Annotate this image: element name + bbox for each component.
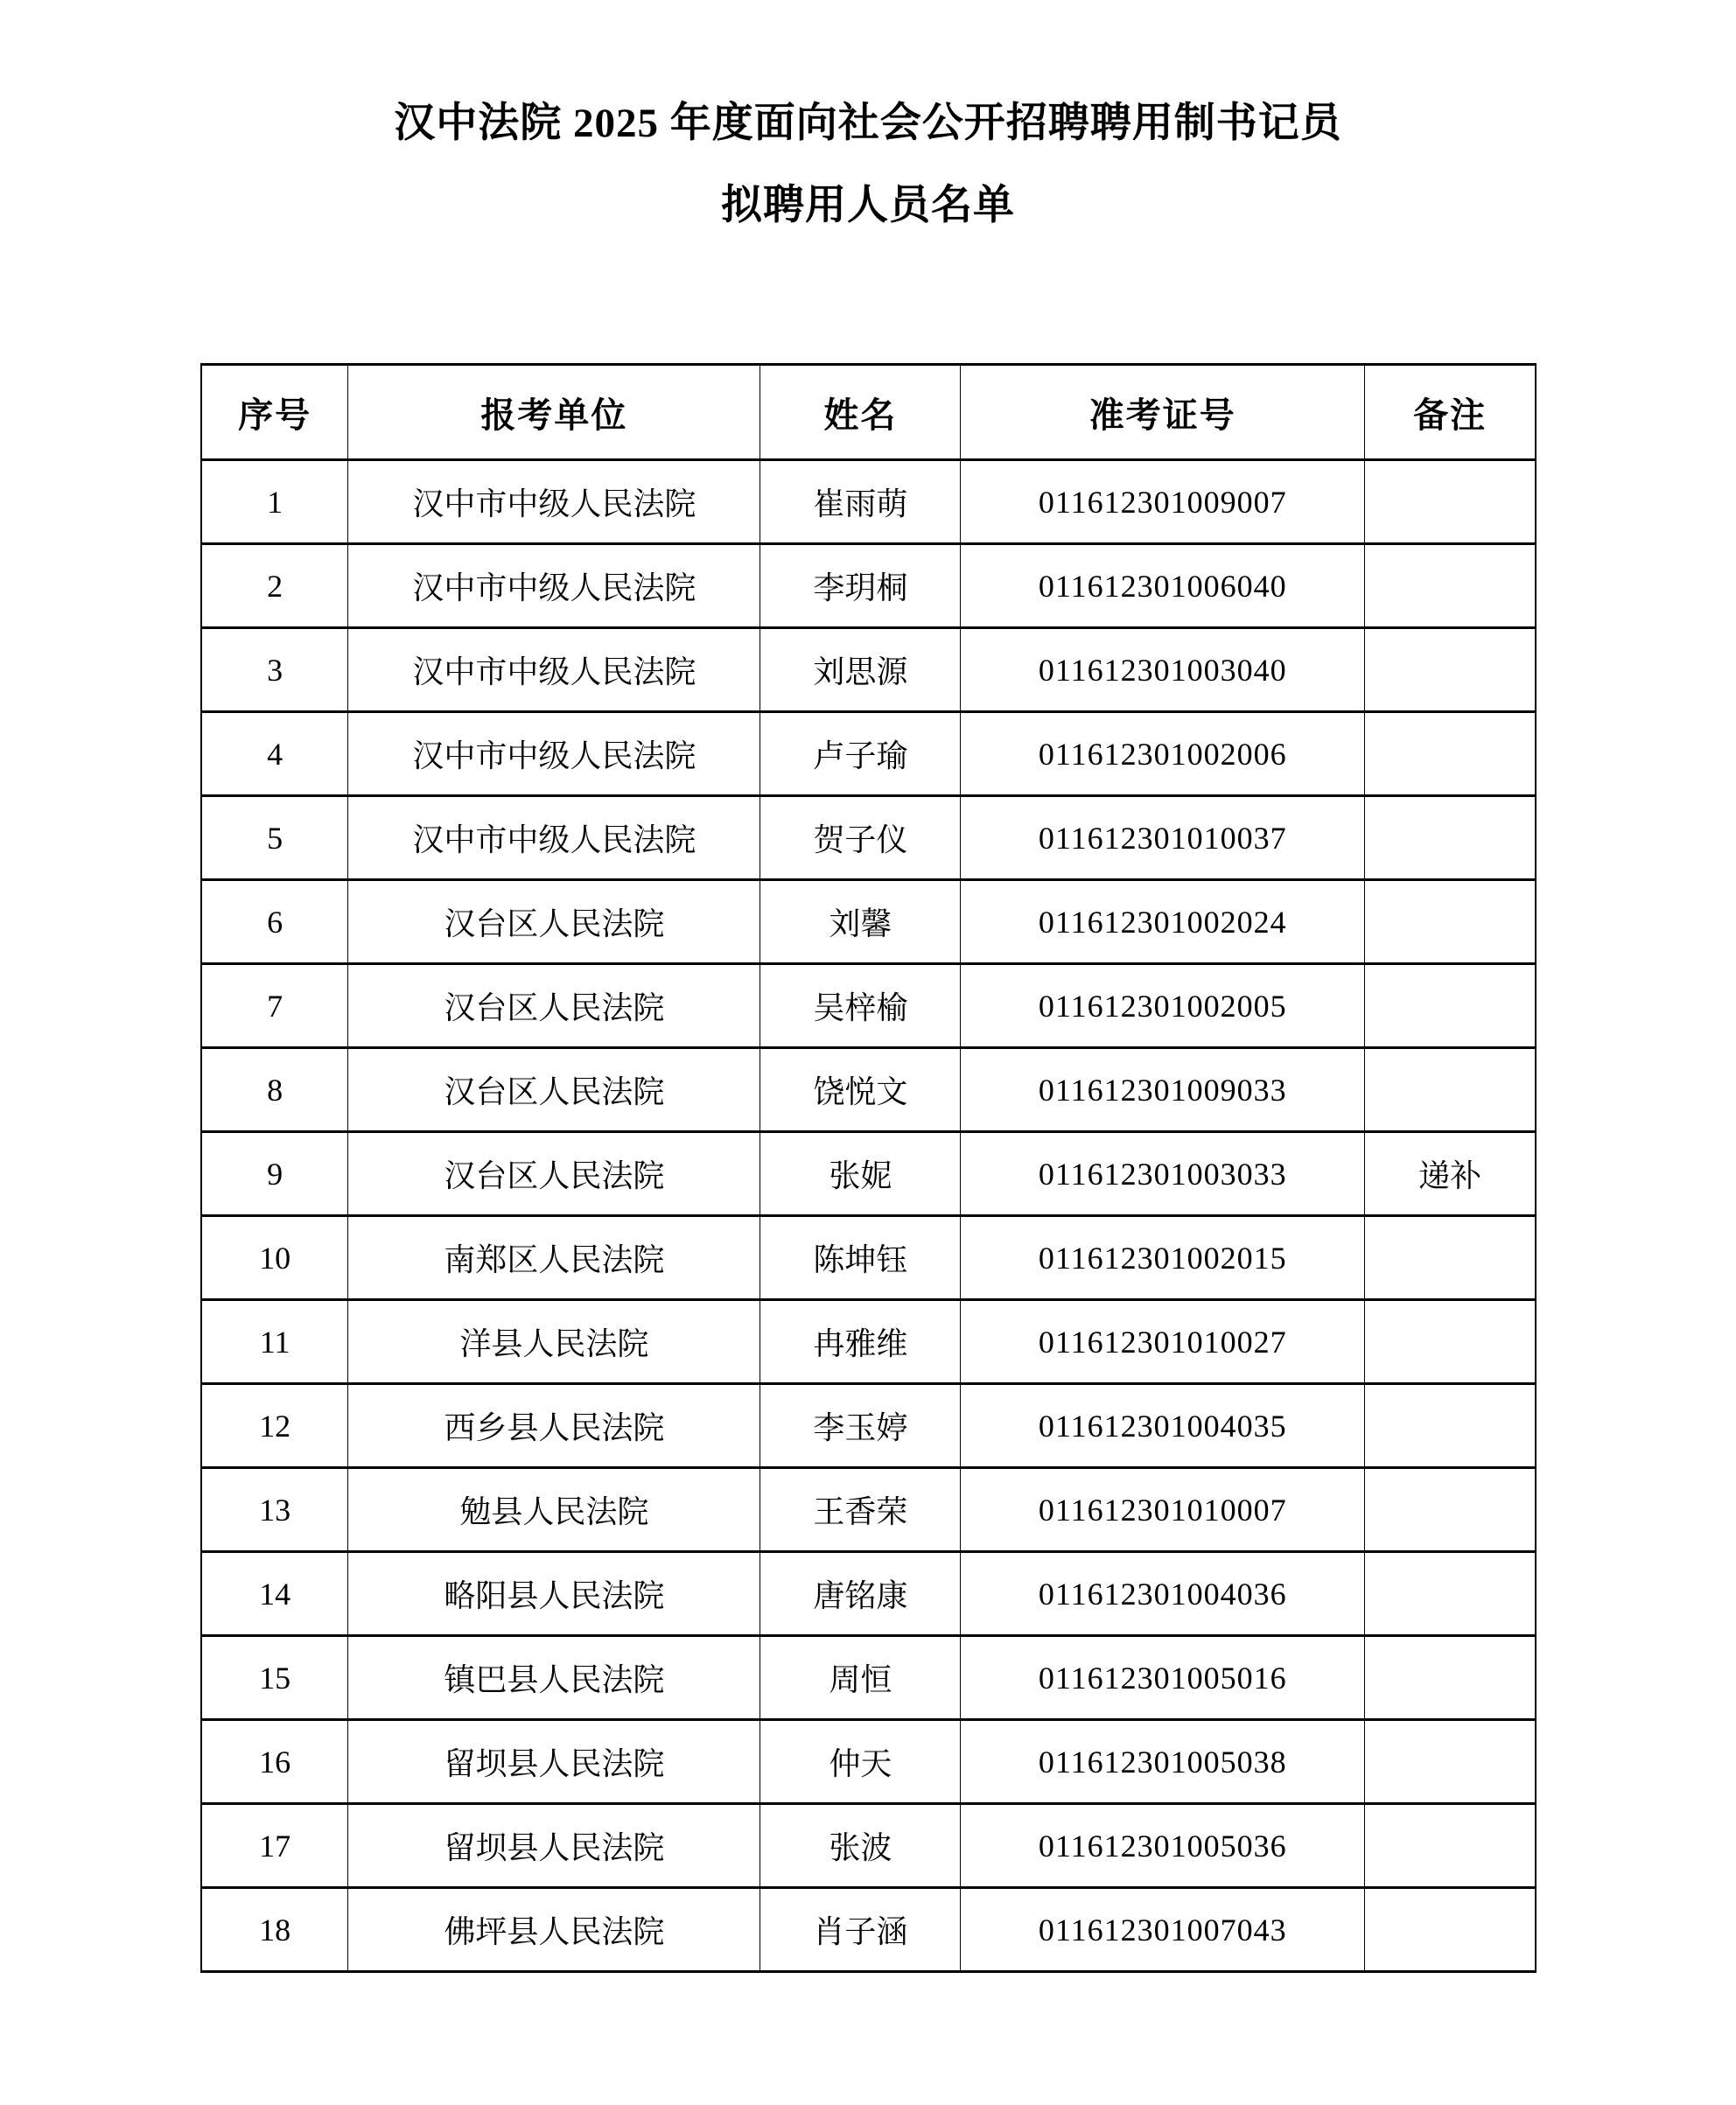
document-title-line1: 汉中法院 2025 年度面向社会公开招聘聘用制书记员 xyxy=(394,101,1342,146)
cell-ticket: 011612301004035 xyxy=(961,1384,1365,1468)
cell-seq: 1 xyxy=(201,460,348,544)
cell-name: 周恒 xyxy=(760,1636,961,1720)
cell-unit: 佛坪县人民法院 xyxy=(348,1888,760,1972)
cell-name: 王香荣 xyxy=(760,1468,961,1552)
cell-seq: 2 xyxy=(201,544,348,628)
cell-seq: 6 xyxy=(201,880,348,964)
cell-note xyxy=(1365,628,1536,712)
cell-note xyxy=(1365,1720,1536,1804)
cell-note xyxy=(1365,1636,1536,1720)
cell-unit: 略阳县人民法院 xyxy=(348,1552,760,1636)
header-seq: 序号 xyxy=(201,365,348,460)
cell-name: 贺子仪 xyxy=(760,796,961,880)
cell-unit: 西乡县人民法院 xyxy=(348,1384,760,1468)
cell-name: 张波 xyxy=(760,1804,961,1888)
hired-personnel-table xyxy=(200,363,1536,1973)
cell-ticket: 011612301010007 xyxy=(961,1468,1365,1552)
cell-unit: 留坝县人民法院 xyxy=(348,1804,760,1888)
cell-name: 冉雅维 xyxy=(760,1300,961,1384)
cell-note xyxy=(1365,1552,1536,1636)
table-row xyxy=(201,1468,1536,1552)
cell-seq: 18 xyxy=(201,1888,348,1972)
table-row xyxy=(201,1720,1536,1804)
cell-name: 刘思源 xyxy=(760,628,961,712)
table-row xyxy=(201,1300,1536,1384)
table-row xyxy=(201,1888,1536,1972)
table-row xyxy=(201,460,1536,544)
header-ticket: 准考证号 xyxy=(961,365,1365,460)
cell-unit: 留坝县人民法院 xyxy=(348,1720,760,1804)
cell-unit: 汉中市中级人民法院 xyxy=(348,544,760,628)
cell-ticket: 011612301010037 xyxy=(961,796,1365,880)
cell-name: 李玥桐 xyxy=(760,544,961,628)
cell-name: 卢子瑜 xyxy=(760,712,961,796)
table-row xyxy=(201,1804,1536,1888)
cell-note xyxy=(1365,1300,1536,1384)
cell-ticket: 011612301003040 xyxy=(961,628,1365,712)
table-row xyxy=(201,628,1536,712)
table-row xyxy=(201,880,1536,964)
cell-ticket: 011612301005038 xyxy=(961,1720,1365,1804)
cell-unit: 南郑区人民法院 xyxy=(348,1216,760,1300)
table-row xyxy=(201,796,1536,880)
cell-unit: 洋县人民法院 xyxy=(348,1300,760,1384)
cell-unit: 汉台区人民法院 xyxy=(348,964,760,1048)
cell-note xyxy=(1365,1048,1536,1132)
cell-ticket: 011612301002006 xyxy=(961,712,1365,796)
cell-unit: 汉中市中级人民法院 xyxy=(348,460,760,544)
table-row xyxy=(201,1384,1536,1468)
cell-ticket: 011612301010027 xyxy=(961,1300,1365,1384)
cell-unit: 汉中市中级人民法院 xyxy=(348,628,760,712)
cell-ticket: 011612301006040 xyxy=(961,544,1365,628)
cell-name: 吴梓榆 xyxy=(760,964,961,1048)
cell-unit: 汉台区人民法院 xyxy=(348,880,760,964)
cell-note xyxy=(1365,1468,1536,1552)
cell-unit: 镇巴县人民法院 xyxy=(348,1636,760,1720)
table-row xyxy=(201,544,1536,628)
cell-unit: 汉台区人民法院 xyxy=(348,1048,760,1132)
cell-seq: 7 xyxy=(201,964,348,1048)
cell-ticket: 011612301002015 xyxy=(961,1216,1365,1300)
table-row xyxy=(201,1552,1536,1636)
cell-unit: 汉台区人民法院 xyxy=(348,1132,760,1216)
cell-seq: 17 xyxy=(201,1804,348,1888)
cell-ticket: 011612301002005 xyxy=(961,964,1365,1048)
document-title-line2: 拟聘用人员名单 xyxy=(721,183,1015,228)
cell-note xyxy=(1365,460,1536,544)
cell-name: 张妮 xyxy=(760,1132,961,1216)
cell-note xyxy=(1365,964,1536,1048)
cell-note xyxy=(1365,1384,1536,1468)
cell-note xyxy=(1365,1216,1536,1300)
cell-name: 仲天 xyxy=(760,1720,961,1804)
cell-ticket: 011612301005036 xyxy=(961,1804,1365,1888)
cell-ticket: 011612301005016 xyxy=(961,1636,1365,1720)
cell-seq: 3 xyxy=(201,628,348,712)
cell-name: 陈坤钰 xyxy=(760,1216,961,1300)
cell-seq: 11 xyxy=(201,1300,348,1384)
cell-unit: 汉中市中级人民法院 xyxy=(348,796,760,880)
cell-name: 刘馨 xyxy=(760,880,961,964)
table-row xyxy=(201,964,1536,1048)
cell-name: 肖子涵 xyxy=(760,1888,961,1972)
table-row xyxy=(201,1636,1536,1720)
cell-unit: 汉中市中级人民法院 xyxy=(348,712,760,796)
cell-seq: 15 xyxy=(201,1636,348,1720)
header-note: 备注 xyxy=(1365,365,1536,460)
cell-ticket: 011612301009033 xyxy=(961,1048,1365,1132)
cell-ticket: 011612301007043 xyxy=(961,1888,1365,1972)
cell-unit: 勉县人民法院 xyxy=(348,1468,760,1552)
table-row xyxy=(201,1048,1536,1132)
cell-note xyxy=(1365,1804,1536,1888)
cell-seq: 8 xyxy=(201,1048,348,1132)
cell-note xyxy=(1365,1888,1536,1972)
table-row xyxy=(201,712,1536,796)
cell-ticket: 011612301009007 xyxy=(961,460,1365,544)
cell-ticket: 011612301004036 xyxy=(961,1552,1365,1636)
cell-seq: 16 xyxy=(201,1720,348,1804)
cell-note: 递补 xyxy=(1365,1132,1536,1216)
cell-name: 唐铭康 xyxy=(760,1552,961,1636)
header-unit: 报考单位 xyxy=(348,365,760,460)
cell-seq: 12 xyxy=(201,1384,348,1468)
table-header-row xyxy=(201,365,1536,460)
table-row xyxy=(201,1132,1536,1216)
cell-name: 崔雨萌 xyxy=(760,460,961,544)
cell-ticket: 011612301002024 xyxy=(961,880,1365,964)
cell-note xyxy=(1365,880,1536,964)
table-row xyxy=(201,1216,1536,1300)
cell-seq: 14 xyxy=(201,1552,348,1636)
cell-ticket: 011612301003033 xyxy=(961,1132,1365,1216)
cell-seq: 13 xyxy=(201,1468,348,1552)
cell-note xyxy=(1365,712,1536,796)
cell-name: 饶悦文 xyxy=(760,1048,961,1132)
cell-note xyxy=(1365,796,1536,880)
cell-note xyxy=(1365,544,1536,628)
cell-seq: 4 xyxy=(201,712,348,796)
cell-name: 李玉婷 xyxy=(760,1384,961,1468)
header-name: 姓名 xyxy=(760,365,961,460)
cell-seq: 9 xyxy=(201,1132,348,1216)
cell-seq: 10 xyxy=(201,1216,348,1300)
cell-seq: 5 xyxy=(201,796,348,880)
